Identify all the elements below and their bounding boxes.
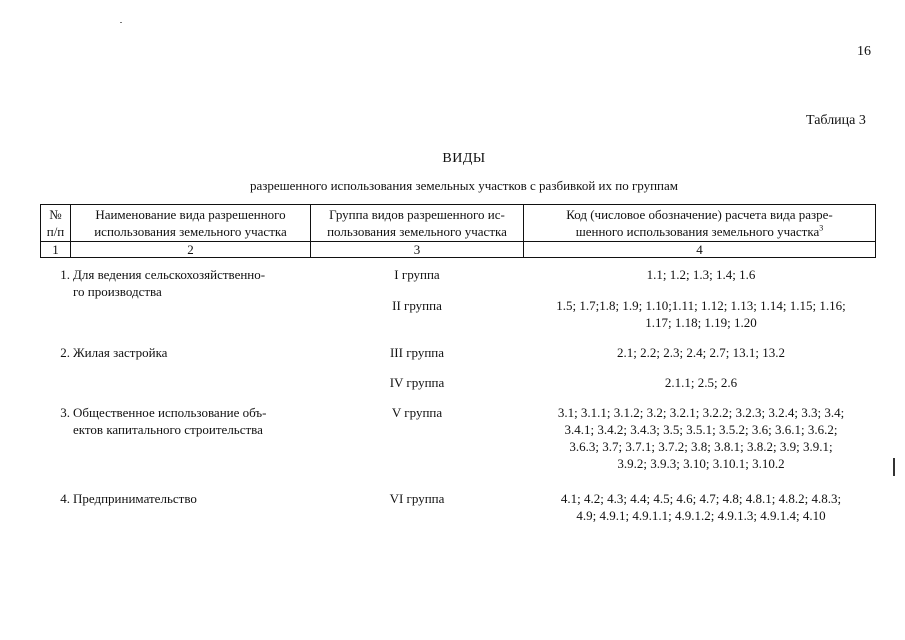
row-4-number: 4. (60, 491, 70, 506)
row-1-name-line1: Для ведения сельскохозяйственно- (73, 267, 266, 282)
row-2-group-2: IV группа (389, 375, 445, 390)
header-code-line2-wrap (526, 223, 873, 240)
row-2-code-1 (525, 344, 877, 361)
row-4-code-1-line1: 4.1; 4.2; 4.3; 4.4; 4.5; 4.6; 4.7; 4.8; 4.8.1; 4.8.2; 4.8.3; (560, 491, 842, 506)
header-group-line2: пользования земельного участка (327, 224, 507, 239)
row-2-group-1: III группа (389, 345, 445, 360)
row-3-name-line2: ектов капитального строительства (73, 422, 263, 437)
row-4-name-line1: Предпринимательство (73, 491, 197, 506)
header-code-line2: шенного использования земельного участка (575, 224, 820, 239)
row-2-code-2 (525, 374, 877, 391)
row-4-name (73, 490, 313, 507)
header-number-line2: п/п (46, 224, 65, 239)
header-number-line1: № (49, 207, 62, 222)
row-3-number: 3. (60, 405, 70, 420)
row-4-code-1-line2: 4.9; 4.9.1; 4.9.1.1; 4.9.1.2; 4.9.1.3; 4.9.1.4; 4.10 (576, 508, 826, 523)
row-2-name (73, 344, 313, 361)
row-1-code-1 (525, 266, 877, 283)
header-cell-code (524, 205, 876, 242)
row-3-name (73, 404, 313, 438)
table-label: Таблица 3 (806, 113, 866, 128)
row-1-name (73, 266, 313, 300)
row-3-code-1-line1: 3.1; 3.1.1; 3.1.2; 3.2; 3.2.1; 3.2.2; 3.2.3; 3.2.4; 3.3; 3.4; (557, 405, 845, 420)
row-1-name-line2: го производства (73, 284, 162, 299)
row-3-code-1-line2: 3.4.1; 3.4.2; 3.4.3; 3.5; 3.5.1; 3.5.2; 3.6; 3.6.1; 3.6.2; (564, 422, 838, 437)
row-1-code-2 (525, 297, 877, 331)
scan-edge-mark (893, 458, 895, 476)
row-3-code-1-line4: 3.9.2; 3.9.3; 3.10; 3.10.1; 3.10.2 (617, 456, 785, 471)
header-name-line2: использования земельного участка (94, 224, 287, 239)
header-group-line1: Группа видов разрешенного ис- (329, 207, 505, 222)
row-2-code-1-line1: 2.1; 2.2; 2.3; 2.4; 2.7; 13.1; 13.2 (617, 345, 785, 360)
row-2-code-2-line1: 2.1.1; 2.5; 2.6 (664, 375, 738, 390)
table-header (40, 204, 876, 258)
column-number-1: 1 (41, 242, 71, 258)
row-2-number: 2. (60, 345, 70, 360)
row-4-group-1: VI группа (389, 491, 445, 506)
document-subtitle: разрешенного использования земельных участков с разбивкой их по группам (249, 178, 679, 193)
column-number-row (41, 242, 876, 258)
row-3-name-line1: Общественное использование объ- (73, 405, 267, 420)
column-number-4: 4 (524, 242, 876, 258)
row-1-group-1: I группа (394, 267, 440, 282)
row-4-code-1 (525, 490, 877, 524)
header-row (41, 205, 876, 242)
header-cell-name (71, 205, 311, 242)
footnote-marker: 3 (819, 223, 824, 233)
header-code-line1: Код (числовое обозначение) расчета вида разре- (566, 207, 833, 222)
header-name-line1: Наименование вида разрешенного (95, 207, 286, 222)
row-1-code-1-line1: 1.1; 1.2; 1.3; 1.4; 1.6 (646, 267, 756, 282)
row-1-code-2-line2: 1.17; 1.18; 1.19; 1.20 (645, 315, 757, 330)
scan-speck (120, 22, 122, 23)
row-1-number: 1. (60, 267, 70, 282)
document-title: ВИДЫ (442, 151, 486, 166)
row-3-group-1: V группа (391, 405, 443, 420)
row-1-group-2: II группа (392, 298, 442, 313)
row-3-code-1-line3: 3.6.3; 3.7; 3.7.1; 3.7.2; 3.8; 3.8.1; 3.8.2; 3.9; 3.9.1; (569, 439, 833, 454)
header-cell-number (41, 205, 71, 242)
row-1-code-2-line1: 1.5; 1.7;1.8; 1.9; 1.10;1.11; 1.12; 1.13; 1.14; 1.15; 1.16; (556, 298, 846, 313)
column-number-2: 2 (71, 242, 311, 258)
page-number: 16 (857, 44, 871, 59)
header-cell-group (311, 205, 524, 242)
row-3-code-1 (525, 404, 877, 472)
row-2-name-line1: Жилая застройка (73, 345, 168, 360)
column-number-3: 3 (311, 242, 524, 258)
